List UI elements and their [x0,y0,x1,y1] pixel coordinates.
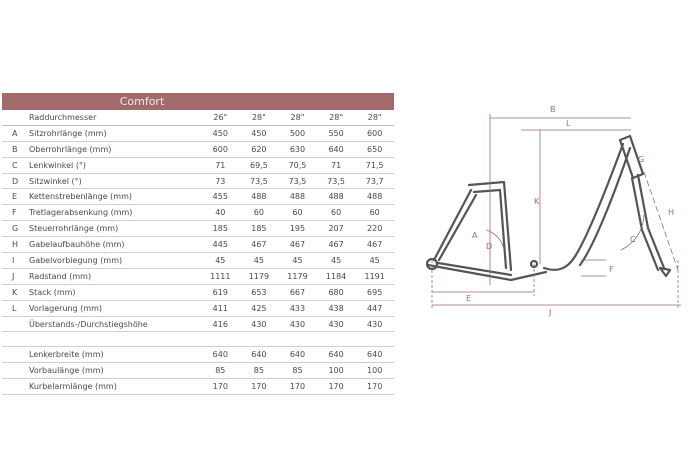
row-value: 71 [201,157,240,173]
row-value: 430 [355,316,394,332]
row-value: 100 [355,363,394,379]
chain-stays [428,265,546,280]
row-value: 170 [278,379,317,395]
row-value: 45 [278,253,317,269]
row-value: 550 [317,125,356,141]
table-row [2,316,394,332]
fork-tip [660,268,670,276]
row-value: 60 [317,205,356,221]
row-value: 73,5 [240,173,279,189]
row-value: 488 [240,189,279,205]
size-header: 28" [278,110,317,125]
dim-label-L: L [566,119,571,128]
table-header-title: Comfort [119,95,165,108]
row-value: 60 [240,205,279,221]
row-code: D [2,173,29,189]
row-value: 73 [201,173,240,189]
row-code: E [2,189,29,205]
row-value: 170 [240,379,279,395]
row-value: 70,5 [278,157,317,173]
geometry-table [2,93,394,395]
table-row [2,268,394,284]
row-value: 85 [278,363,317,379]
row-value: 60 [278,205,317,221]
dim-label-C: C [630,235,636,244]
row-value: 45 [240,253,279,269]
row-code: J [2,268,29,284]
table-spacer-row [2,332,394,347]
row-value: 653 [240,284,279,300]
row-label: Gabelvorbiegung (mm) [29,253,201,269]
row-value: 455 [201,189,240,205]
row-value: 170 [201,379,240,395]
row-value: 450 [240,125,279,141]
size-header: 26" [201,110,240,125]
table-row [2,347,394,363]
row-value: 69,5 [240,157,279,173]
row-label: Überstands-/Durchstiegshöhe [29,316,201,332]
row-value: 45 [355,253,394,269]
row-value: 640 [355,347,394,363]
row-value: 467 [240,237,279,253]
row-code: B [2,141,29,157]
row-code: H [2,237,29,253]
row-value: 60 [355,205,394,221]
row-label: Raddurchmesser [29,110,201,125]
row-label: Steuerrohrlänge (mm) [29,221,201,237]
table-row [2,125,394,141]
dim-label-B: B [550,105,556,114]
row-label: Radstand (mm) [29,268,201,284]
down-tube [544,144,623,270]
row-code [2,110,29,125]
row-value: 695 [355,284,394,300]
table-row [2,379,394,395]
seat-stays-inner [439,195,476,260]
row-label: Oberrohrlänge (mm) [29,141,201,157]
dim-label-A: A [472,231,478,240]
dim-label-J: J [549,308,552,317]
row-value: 667 [278,284,317,300]
bike-frame-diagram [416,100,691,325]
row-label: Sitzwinkel (°) [29,173,201,189]
row-value: 650 [355,141,394,157]
dim-label-K: K [534,197,540,206]
row-code: I [2,253,29,269]
table-row [2,173,394,189]
dim-label-H: H [668,208,675,217]
size-header: 28" [355,110,394,125]
row-value: 600 [201,141,240,157]
row-value: 1179 [278,268,317,284]
row-value: 170 [355,379,394,395]
geometry-grid [2,110,394,395]
table-row-sizes [2,110,394,125]
row-value: 220 [355,221,394,237]
row-value: 450 [201,125,240,141]
row-value: 195 [278,221,317,237]
row-value: 45 [317,253,356,269]
row-code: F [2,205,29,221]
row-value: 1111 [201,268,240,284]
table-row [2,253,394,269]
row-value: 630 [278,141,317,157]
table-row [2,284,394,300]
row-value: 640 [240,347,279,363]
row-value: 467 [355,237,394,253]
row-value: 620 [240,141,279,157]
row-value: 425 [240,300,279,316]
row-value: 430 [240,316,279,332]
table-row [2,237,394,253]
row-label: Kurbelarmlänge (mm) [29,379,201,395]
row-value: 1184 [317,268,356,284]
size-header: 28" [240,110,279,125]
seat-stays [434,190,471,260]
row-label: Gabelaufbauhöhe (mm) [29,237,201,253]
row-value: 680 [317,284,356,300]
row-value: 207 [317,221,356,237]
row-code: L [2,300,29,316]
row-value: 411 [201,300,240,316]
table-row [2,141,394,157]
row-value: 170 [317,379,356,395]
row-value: 73,7 [355,173,394,189]
row-code [2,316,29,332]
row-value: 85 [201,363,240,379]
row-value: 488 [317,189,356,205]
row-value: 430 [278,316,317,332]
row-value: 640 [201,347,240,363]
row-value: 640 [317,141,356,157]
row-value: 433 [278,300,317,316]
row-code [2,379,29,395]
row-value: 488 [278,189,317,205]
table-row [2,221,394,237]
row-value: 185 [240,221,279,237]
row-label: Vorbaulänge (mm) [29,363,201,379]
table-row [2,157,394,173]
row-value: 185 [201,221,240,237]
row-value: 73,5 [278,173,317,189]
row-label: Sitzrohrlänge (mm) [29,125,201,141]
row-value: 640 [317,347,356,363]
size-header: 28" [317,110,356,125]
dim-label-G: G [638,155,645,164]
row-value: 100 [317,363,356,379]
row-value: 600 [355,125,394,141]
row-value: 500 [278,125,317,141]
row-code: A [2,125,29,141]
row-value: 71 [317,157,356,173]
row-value: 467 [317,237,356,253]
row-code: C [2,157,29,173]
row-value: 438 [317,300,356,316]
row-label: Kettenstrebenlänge (mm) [29,189,201,205]
dim-label-D: D [486,242,493,251]
row-value: 45 [201,253,240,269]
row-label: Stack (mm) [29,284,201,300]
row-label: Lenkwinkel (°) [29,157,201,173]
table-row [2,205,394,221]
row-value: 71,5 [355,157,394,173]
row-value: 619 [201,284,240,300]
row-code [2,347,29,363]
row-label: Tretlagerabsenkung (mm) [29,205,201,221]
row-value: 488 [355,189,394,205]
row-value: 1191 [355,268,394,284]
row-value: 430 [317,316,356,332]
row-code: K [2,284,29,300]
row-value: 73,5 [317,173,356,189]
row-label: Lenkerbreite (mm) [29,347,201,363]
row-value: 467 [278,237,317,253]
row-value: 640 [278,347,317,363]
table-row [2,300,394,316]
row-code: G [2,221,29,237]
table-row [2,363,394,379]
row-value: 447 [355,300,394,316]
spacer-cell [2,332,394,347]
row-value: 1179 [240,268,279,284]
row-value: 40 [201,205,240,221]
down-tube-inner [580,148,630,265]
table-header-bar [2,93,394,110]
row-value: 416 [201,316,240,332]
row-label: Vorlagerung (mm) [29,300,201,316]
dim-label-F: F [609,265,614,274]
row-value: 85 [240,363,279,379]
row-value: 445 [201,237,240,253]
dim-label-E: E [466,294,472,303]
fork-inner [632,178,658,270]
row-code [2,363,29,379]
table-row [2,189,394,205]
